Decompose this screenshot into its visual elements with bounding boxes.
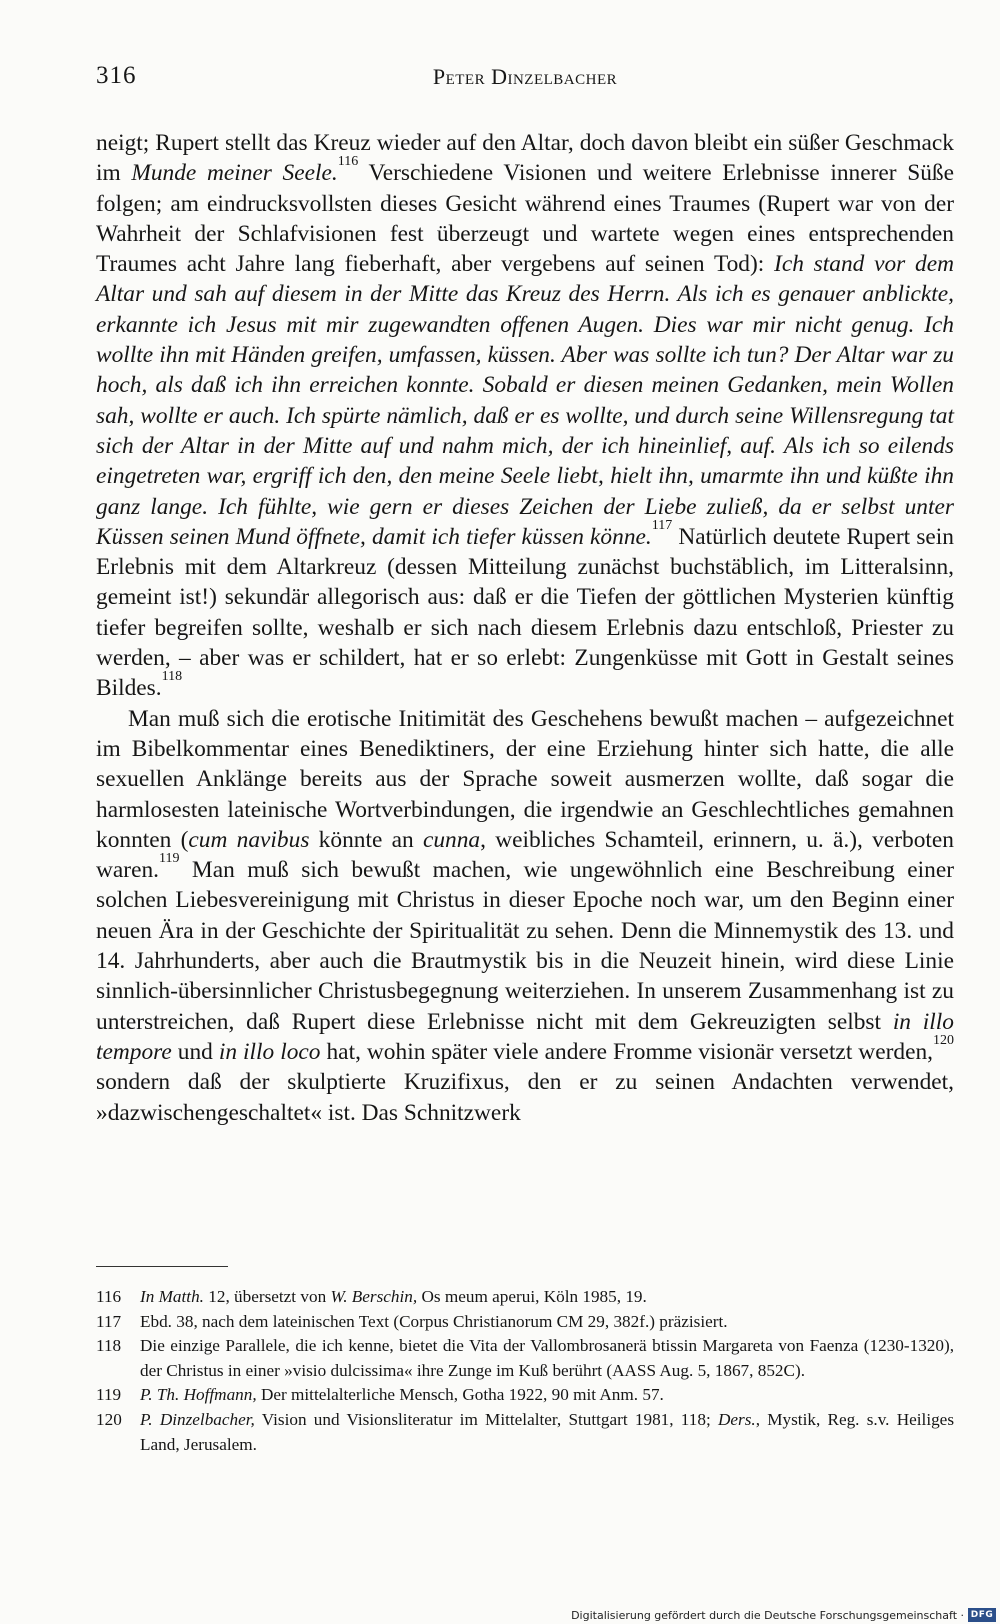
text-run: Vision und Visionsliteratur im Mittelalter, Stuttgart 1981, 118; bbox=[254, 1409, 718, 1429]
footnote-number: 117 bbox=[96, 1311, 122, 1331]
footnote-reference: 118 bbox=[161, 669, 183, 685]
text-run: Der mittelalterliche Mensch, Gotha 1922, 90 mit Anm. 57. bbox=[256, 1385, 664, 1405]
text-run: Die einzige Parallele, die ich kenne, bietet die Vita der Vallombrosanerä btissin Margareta von Faenza (1230-1320), der Christus in einer »visio dulcissima« ihre Zunge im Kuß berührt (AASS Aug. 5, 1867, 852C). bbox=[140, 1336, 954, 1380]
footnote-number: 120 bbox=[96, 1409, 122, 1429]
footnote-reference: 119 bbox=[159, 851, 180, 867]
footnote-reference: 120 bbox=[933, 1032, 954, 1048]
footnote-rule bbox=[96, 1266, 228, 1267]
italic-text: Ich stand vor dem Altar und sah auf diesem in der Mitte das Kreuz des Herrn. Als ich es genauer anblickte, erkannte ich Jesus mit mir zugewandten offenen Augen. Dies war mir nicht genug. Ich wollte ihn mit Händen greifen, umfassen, küssen. Aber was sollte ich tun? Der Altar war zu hoch, als daß ich ihn erreichen konnte. Sobald er diesen meinen Gedanken, mein Wollen sah, wollte er auch. Ich spürte nämlich, daß er es wollte, und durch seine Willensregung tat sich der Altar in der Mitte auf und nahm mich, der ich hineinlief, auf. Als ich so eilends eingetreten war, ergriff ich den, den meine Seele liebt, hielt ihn, umarmte ihn und küßte ihn ganz lange. Ich fühlte, wie gern er dieses Zeichen der Liebe zuließ, da er selbst unter Küssen seinen Mund öffnete, damit ich tiefer küssen könne. bbox=[96, 251, 954, 550]
text-run: Natürlich deutete Rupert sein Erlebnis mit dem Altarkreuz (dessen Mitteilung zunächst buchstäblich, im Litteralsinn, gemeint ist!) sekundär allegorisch aus: daß er die Tiefen der göttlichen Mysterien künftig tiefer begreifen sollte, weshalb er sich nach diesem Erlebnis dazu entschloß, Priester zu werden, – aber was er schildert, hat er so erlebt: Zungenküsse mit Gott in Gestalt seines Bildes. bbox=[96, 523, 954, 702]
italic-text: in illo loco bbox=[218, 1038, 321, 1065]
italic-text: P. Th. Hoffmann, bbox=[140, 1385, 257, 1405]
text-run: und bbox=[171, 1038, 219, 1065]
footnote bbox=[96, 1310, 954, 1335]
digitization-credit bbox=[571, 1606, 1000, 1624]
footnote-number: 118 bbox=[96, 1336, 122, 1356]
paragraph-1 bbox=[96, 128, 954, 704]
italic-text: in illo tempore bbox=[96, 1008, 955, 1065]
footnote-number: 119 bbox=[96, 1385, 122, 1405]
text-run: könnte an bbox=[309, 826, 423, 853]
text-run: Man muß sich bewußt machen, wie ungewöhnlich eine Beschreibung einer solchen Liebesvereinigung mit Christus in dieser Epoche noch war, um den Beginn einer neuen Ära in der Geschichte der Spiritualität zu sehen. Denn die Minnemystik des 13. und 14. Jahrhunderts, aber auch die Brautmystik bis in die Neuzeit hinein, wird diese Linie sinnlich-übersinnlicher Christusbegegnung weiterziehen. In unserem Zusammenhang ist zu unterstreichen, daß Rupert diese Erlebnisse nicht mit dem Gekreuzigten selbst bbox=[96, 857, 954, 1035]
footnotes bbox=[96, 1285, 954, 1457]
footnote bbox=[96, 1285, 954, 1310]
text-run: Os meum aperui, Köln 1985, 19. bbox=[417, 1287, 647, 1306]
page-number: 316 bbox=[96, 62, 137, 89]
text-run: , Mystik, Reg. s.v. Heiliges Land, Jerusalem. bbox=[140, 1409, 955, 1454]
italic-text: cunna bbox=[422, 826, 481, 853]
text-run: , weibliches Schamteil, erinnern, u. ä.), verboten waren. bbox=[96, 826, 954, 884]
footnote bbox=[96, 1408, 954, 1457]
running-head: Peter Dinzelbacher bbox=[432, 64, 618, 89]
italic-text: P. Dinzelbacher, bbox=[140, 1409, 255, 1429]
footnote-reference: 116 bbox=[337, 154, 359, 170]
footnote-number: 116 bbox=[96, 1287, 122, 1306]
text-run: 12, übersetzt von bbox=[203, 1287, 331, 1306]
text-run: neigt; Rupert stellt das Kreuz wieder auf den Altar, doch davon bleibt ein süßer Geschmack im bbox=[96, 130, 954, 187]
footnote-reference: 117 bbox=[651, 517, 673, 533]
text-run: hat, wohin später viele andere Fromme visionär versetzt werden, bbox=[320, 1038, 933, 1065]
italic-text: W. Berschin, bbox=[330, 1287, 418, 1306]
text-run: Ebd. 38, nach dem lateinischen Text (Corpus Christianorum CM 29, 382f.) präzisiert. bbox=[140, 1311, 728, 1331]
text-run: Verschiedene Visionen und weitere Erlebnisse innerer Süße folgen; am eindrucksvollsten dieses Gesicht während eines Traumes (Rupert war von der Wahrheit der Schlafvisionen fest überzeugt und wartete wegen eines entsprechenden Traumes acht Jahre lang fieberhaft, aber vergebens auf seinen Tod): bbox=[96, 160, 954, 278]
italic-text: Ders. bbox=[717, 1409, 756, 1429]
page-header bbox=[96, 62, 954, 96]
footnote bbox=[96, 1334, 954, 1383]
text-run: sondern daß der skulptierte Kruzifixus, den er zu seinen Andachten verwendet, »dazwischengeschaltet« ist. Das Schnitzwerk bbox=[96, 1069, 954, 1126]
dfg-logo: DFG bbox=[968, 1608, 996, 1622]
italic-text: Munde meiner Seele. bbox=[131, 160, 338, 187]
credit-text: Digitalisierung gefördert durch die Deutsche Forschungsgemeinschaft · bbox=[571, 1608, 964, 1622]
body-text bbox=[96, 128, 954, 1128]
italic-text: In Matth. bbox=[140, 1287, 204, 1306]
footnote bbox=[96, 1383, 954, 1408]
italic-text: cum navibus bbox=[188, 826, 310, 853]
paragraph-2 bbox=[96, 704, 954, 1128]
text-run: Man muß sich die erotische Initimität des Geschehens bewußt machen – aufgezeichnet im Bibelkommentar eines Benediktiners, der eine Erziehung hinter sich hatte, die alle sexuellen Anklänge bereits aus der Sprache soweit ausmerzen wollte, daß sogar die harmlosesten lateinische Wortverbindungen, die irgendwie an Geschlechtliches gemahnen konnten ( bbox=[96, 705, 954, 853]
